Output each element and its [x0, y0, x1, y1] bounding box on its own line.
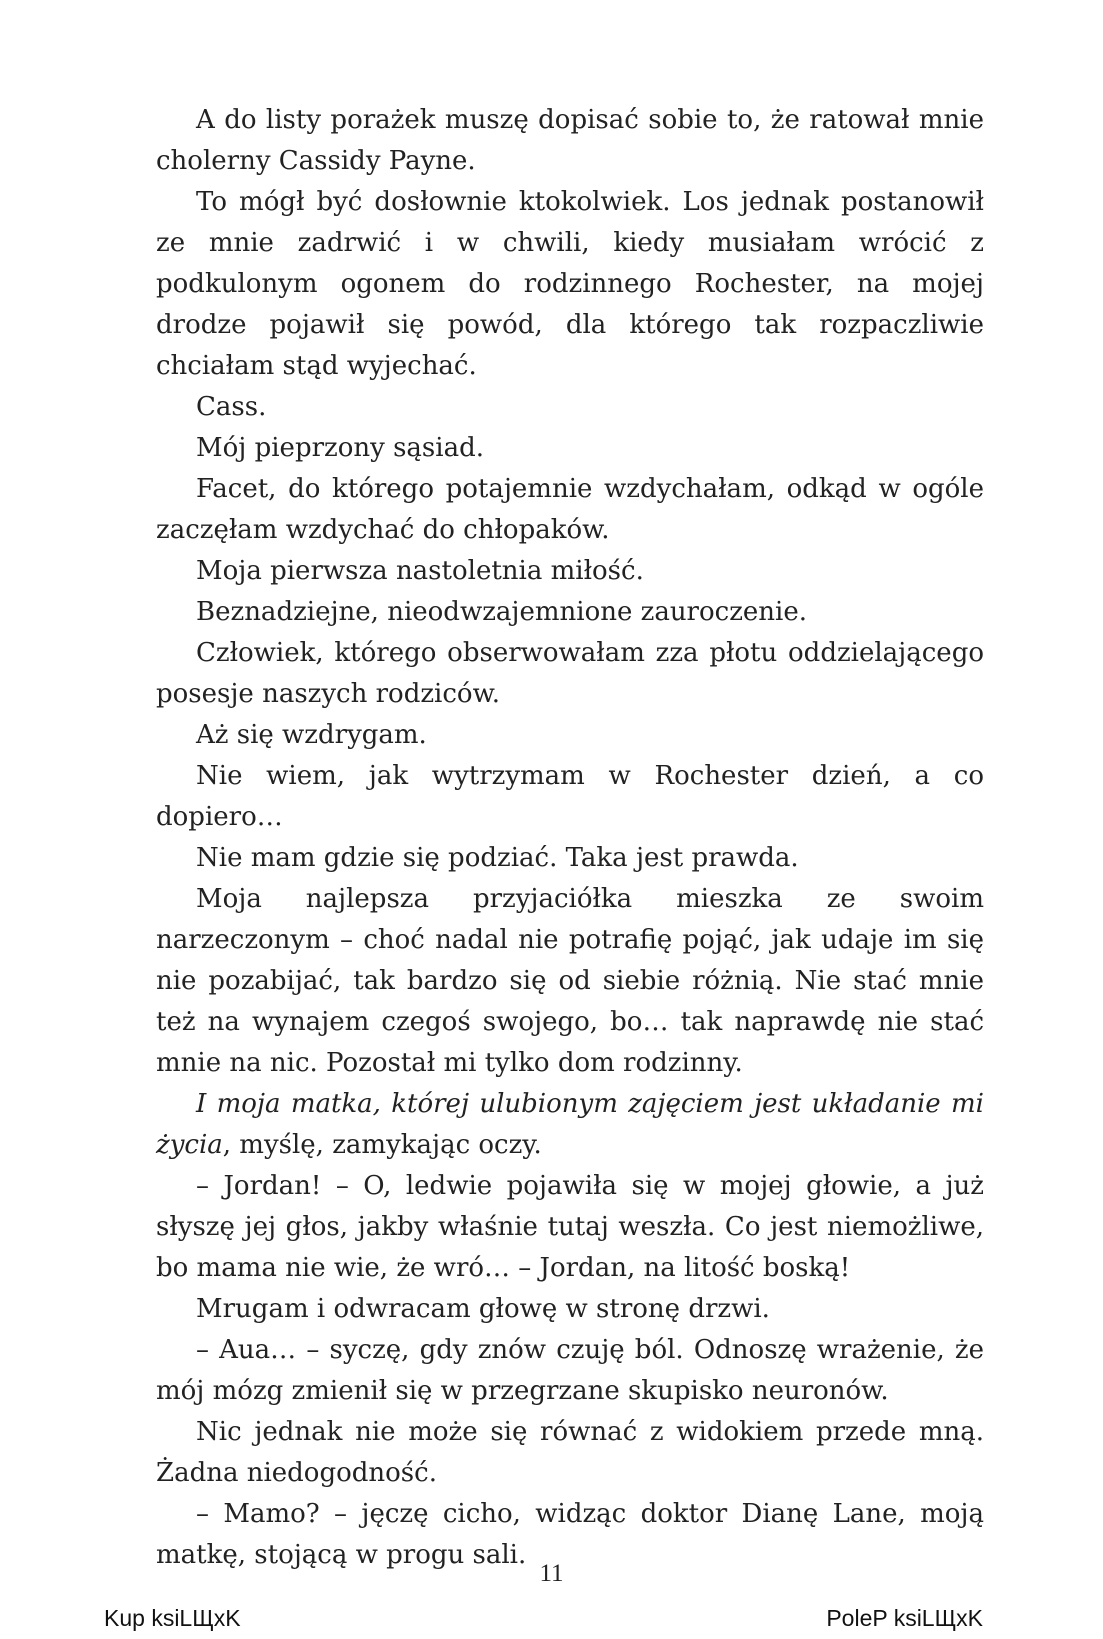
- italic-paragraph-rest: , myślę, zamykając oczy.: [222, 1130, 542, 1160]
- paragraph: Cass.: [196, 392, 267, 422]
- italic-thought: I moja matka, której ulubionym zajęciem jest układanie mi życia: [156, 1089, 984, 1160]
- paragraph: Facet, do którego potajemnie wzdychałam, odkąd w ogóle zaczęłam wzdychać do chłopaków.: [156, 474, 984, 545]
- paragraph: Mój pieprzony sąsiad.: [196, 433, 484, 463]
- paragraph: Człowiek, którego obserwowałam zza płotu oddzielającego posesje naszych rodziców.: [156, 638, 984, 709]
- paragraph: Nic jednak nie może się równać z widokiem przede mną. Żadna niedogodność.: [156, 1417, 984, 1488]
- paragraph: A do listy porażek muszę dopisać sobie to, że ratował mnie cholerny Cassidy Payne.: [156, 105, 984, 176]
- page-text: [156, 100, 984, 1576]
- recommend-book-link[interactable]: PoleP ksiLЩxK: [826, 1605, 983, 1631]
- paragraph: Moja najlepsza przyjaciółka mieszka ze swoim narzeczonym – choć nadal nie potrafię pojąć, jak udaje im się nie pozabijać, tak bardzo się od siebie różnią. Nie stać mnie też na wynajem czegoś swojego, bo… tak naprawdę nie stać mnie na nic. Pozostał mi tylko dom rodzinny.: [156, 884, 984, 1078]
- paragraph: Aż się wzdrygam.: [196, 720, 427, 750]
- paragraph: Beznadziejne, nieodwzajemnione zauroczenie.: [196, 597, 807, 627]
- page-number: 11: [539, 1560, 564, 1587]
- paragraph: Nie mam gdzie się podziać. Taka jest prawda.: [196, 843, 799, 873]
- italic-thought-paragraph: [156, 1084, 984, 1166]
- paragraph: Mrugam i odwracam głowę w stronę drzwi.: [196, 1294, 770, 1324]
- paragraph: Nie wiem, jak wytrzymam w Rochester dzień, a co dopiero…: [156, 761, 984, 832]
- paragraph: Moja pierwsza nastoletnia miłość.: [196, 556, 644, 586]
- paragraph: – Jordan! – O, ledwie pojawiła się w mojej głowie, a już słyszę jej głos, jakby właśnie tutaj weszła. Co jest niemożliwe, bo mama nie wie, że wró… – Jordan, na litość boską!: [156, 1171, 984, 1283]
- paragraph: – Aua… – syczę, gdy znów czuję ból. Odnoszę wrażenie, że mój mózg zmienił się w przegrzane skupisko neuronów.: [156, 1335, 984, 1406]
- paragraph: – Mamo? – jęczę cicho, widząc doktor Dianę Lane, moją matkę, stojącą w progu sali.: [156, 1499, 984, 1570]
- buy-book-link[interactable]: Kup ksiLЩxK: [104, 1605, 241, 1631]
- paragraph: To mógł być dosłownie ktokolwiek. Los jednak postanowił ze mnie zadrwić i w chwili, kiedy musiałam wrócić z podkulonym ogonem do rodzinnego Rochester, na mojej drodze pojawił się powód, dla którego tak rozpaczliwie chciałam stąd wyjechać.: [156, 187, 984, 381]
